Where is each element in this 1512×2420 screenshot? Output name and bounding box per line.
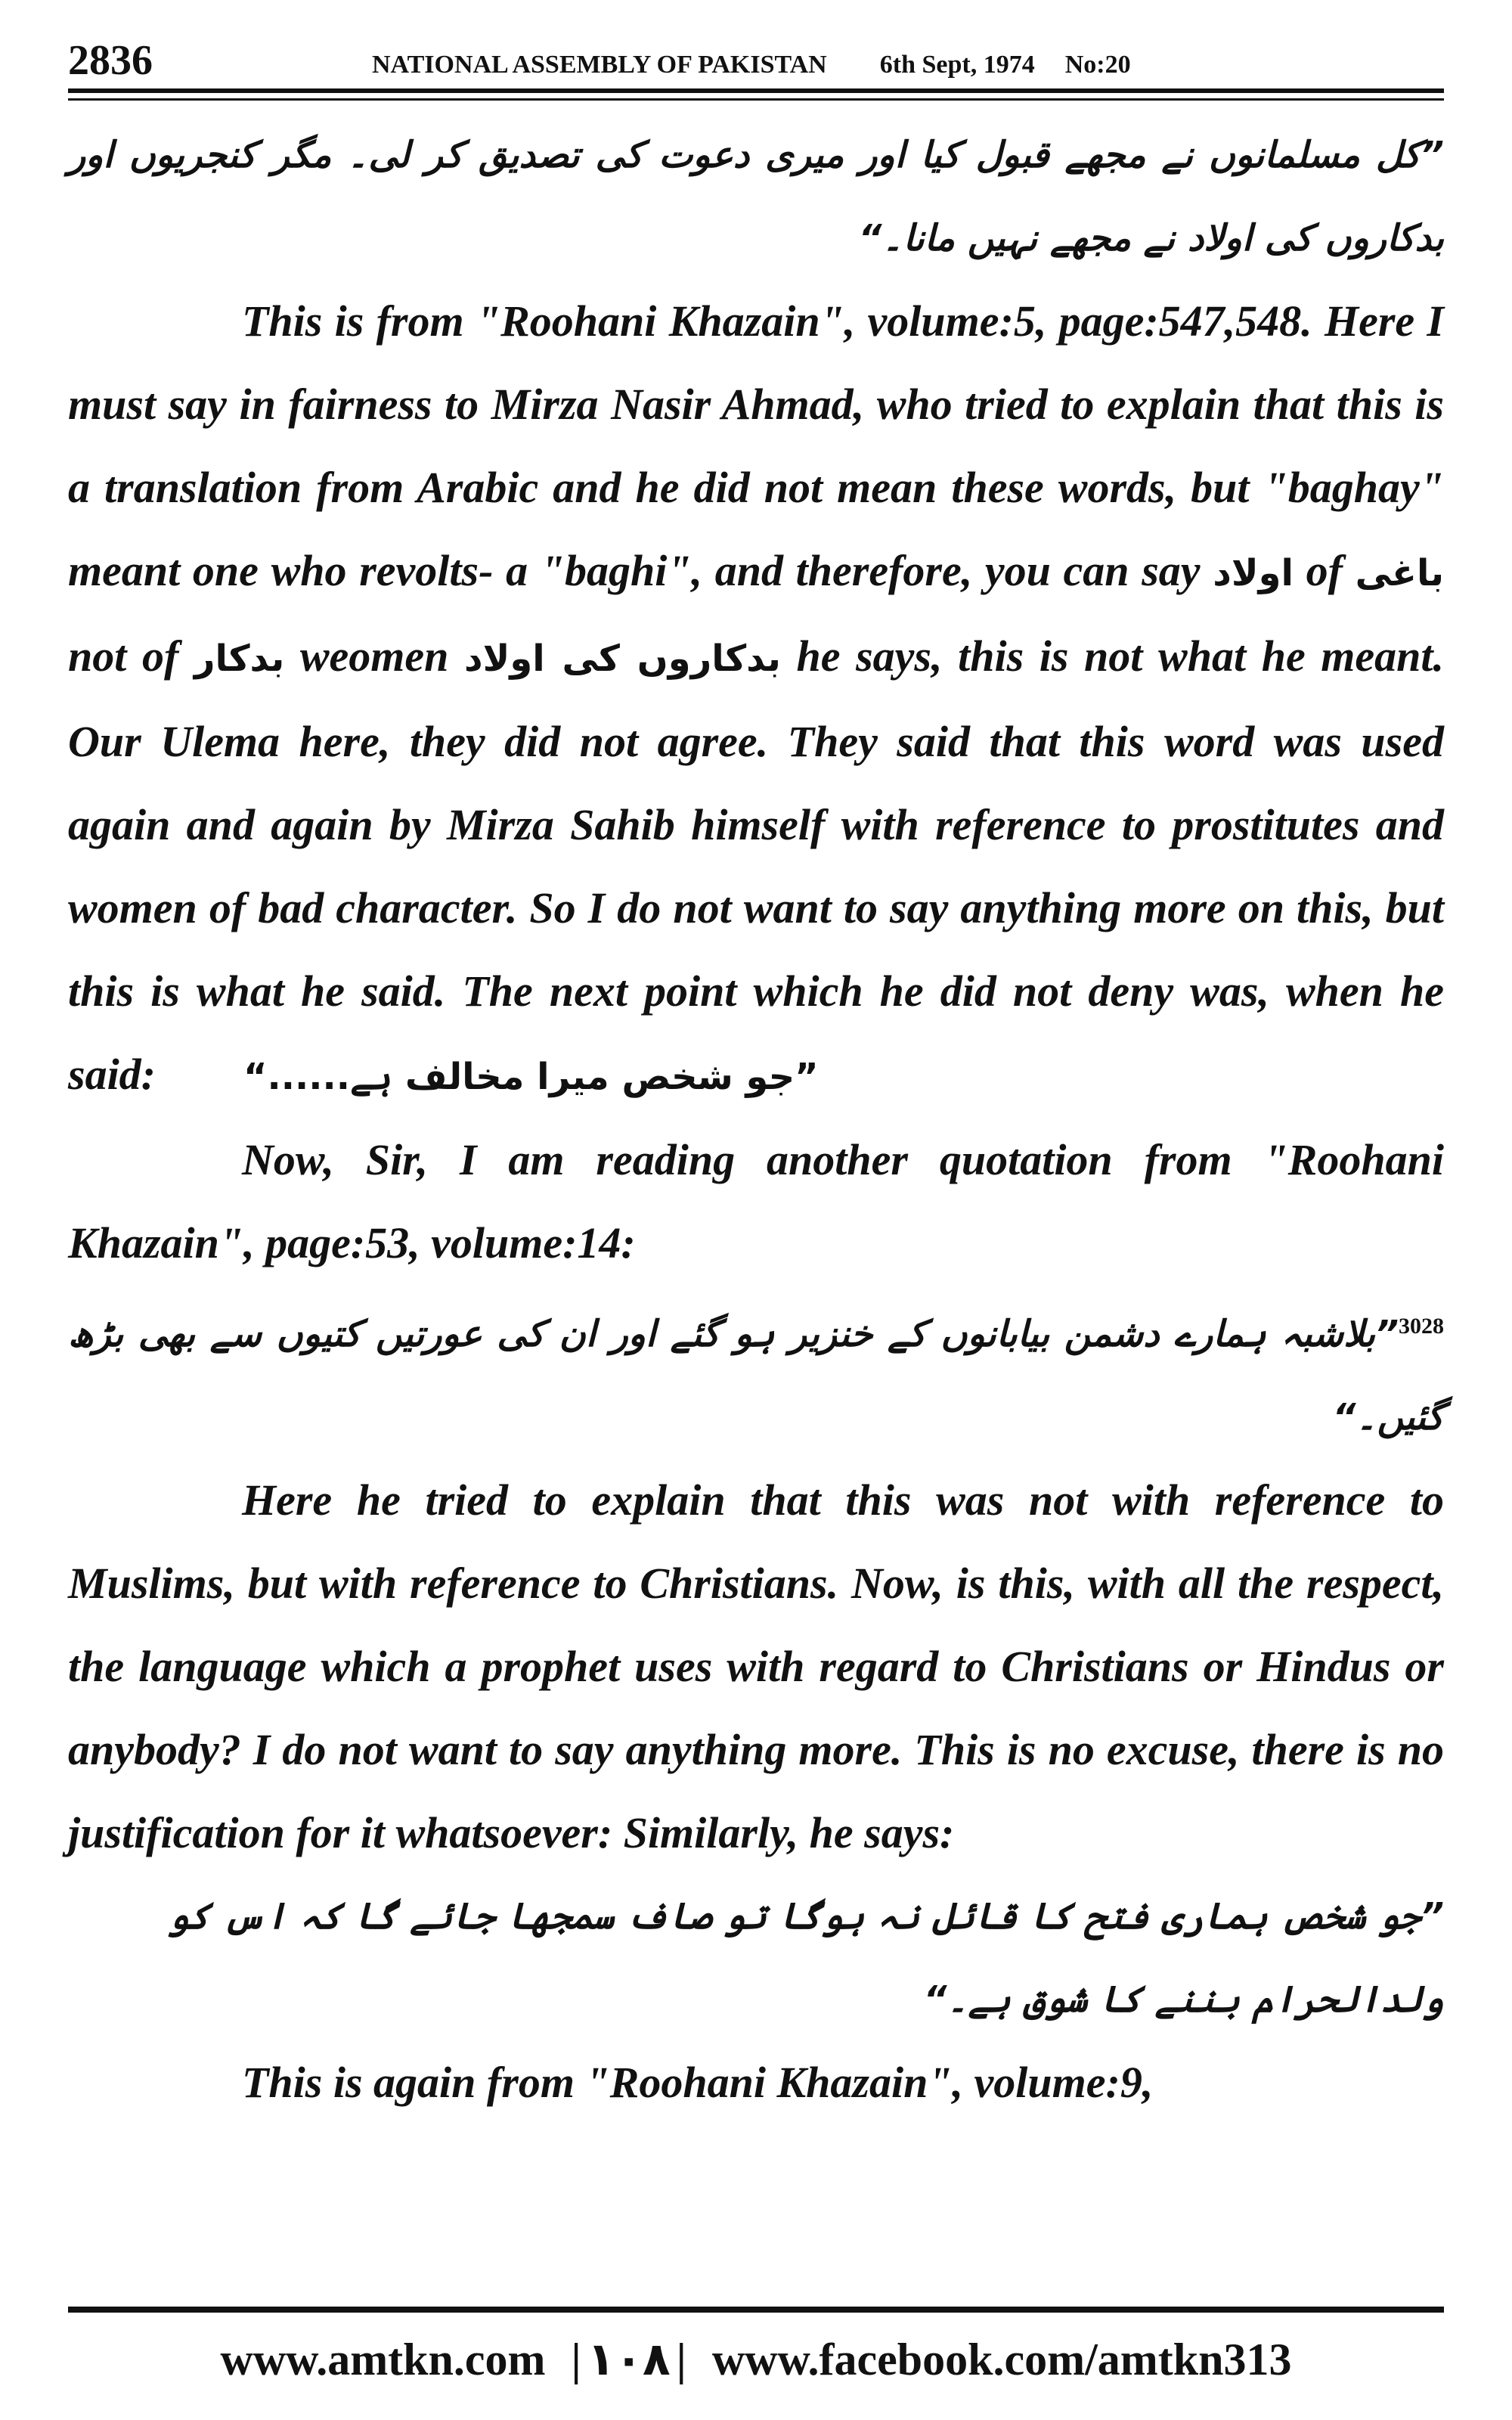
- footer-facebook-link[interactable]: www.facebook.com/amtkn313: [711, 2334, 1292, 2384]
- paragraph-2: Now, Sir, I am reading another quotation from "Roohani Khazain", page:53, volume:14:: [68, 1135, 1444, 1267]
- paragraph-1-urdu-a: اولاد: [1213, 552, 1294, 594]
- header-title: NATIONAL ASSEMBLY OF PAKISTAN: [372, 51, 827, 79]
- header-date: 6th Sept, 1974: [879, 51, 1035, 79]
- paragraph-1-text-a: This is from "Roohani Khazain", volume:5, page:547,548. Here I must say in fairness to Mirza Nasir Ahmad, who tried to explain that this is a translation from Arabic and he did not mean these words, but "baghay" meant one who revolts- a "baghi", and therefore, you can say: [68, 296, 1444, 595]
- footer-rule: [68, 2307, 1444, 2313]
- page-content: [68, 113, 1444, 2124]
- page-header: [68, 30, 1444, 83]
- urdu-quote-2: [68, 1285, 1444, 1459]
- page-footer: [68, 2325, 1444, 2394]
- paragraph-3: Here he tried to explain that this was not with reference to Muslims, but with reference to Christians. Now, is this, with all the respect, the language which a prophet uses with regard to Christians or Hindus or anybody? I do not want to say anything more. This is no excuse, there is no justification for it whatsoever: Similarly, he says:: [68, 1475, 1444, 1857]
- footer-page-marker: [572, 2333, 686, 2386]
- urdu-quote-3: ”جو شخص ہماری فتح کا قائل نہ ہوگا تو صاف سمجھا جائے گا کہ اس کو ولدالحرام بننے کا شوق ہے۔“: [168, 1895, 1444, 2021]
- paragraph-1-urdu-c: بدکار: [194, 638, 285, 680]
- paragraph-1-urdu-d: بدکاروں کی اولاد: [464, 638, 781, 680]
- paragraph-4: This is again from "Roohani Khazain", volume:9,: [242, 2058, 1154, 2107]
- paragraph-1-text-e: he says, this is not what he meant. Our Ulema here, they did not agree. They said that this word was used again and again by Mirza Sahib himself with reference to prostitutes and women of bad character. So I do not want to say anything more on this, but this is what he said. The next point which he did not deny was, when he said:: [68, 631, 1445, 1099]
- urdu-quote-2-text: ”بلاشبہ ہمارے دشمن بیابانوں کے خنزیر ہو گئے اور ان کی عورتیں کتیوں سے بھی بڑھ گئیں۔“: [68, 1313, 1444, 1438]
- paragraph-1-text-c: not of: [68, 631, 194, 681]
- paragraph-1-text-b: of: [1293, 546, 1356, 595]
- footer-separator-right: |: [676, 2335, 686, 2384]
- page-number: 2836: [68, 37, 153, 84]
- header-rule-thin: [68, 98, 1444, 101]
- urdu-quote-1: ”کل مسلمانوں نے مجھے قبول کیا اور میری دعوت کی تصدیق کر لی۔ مگر کنجریوں اور بدکاروں کی اولاد نے مجھے نہیں مانا۔“: [68, 134, 1444, 259]
- header-rule-thick: [68, 88, 1444, 93]
- paragraph-1-urdu-b: باغی: [1355, 552, 1444, 594]
- paragraph-1-urdu-f: ”جو شخص میرا مخالف ہے......“: [243, 1056, 819, 1098]
- footer-separator-left: |: [571, 2335, 581, 2384]
- footer-urdu-page-number: ۱۰۸: [587, 2333, 671, 2386]
- footnote-reference: 3028: [1399, 1314, 1444, 1339]
- paragraph-1-text-d: weomen: [284, 631, 464, 681]
- footer-website-link[interactable]: www.amtkn.com: [220, 2334, 546, 2384]
- paragraph-1: [68, 280, 1444, 1118]
- header-issue-number: No:20: [1064, 51, 1131, 79]
